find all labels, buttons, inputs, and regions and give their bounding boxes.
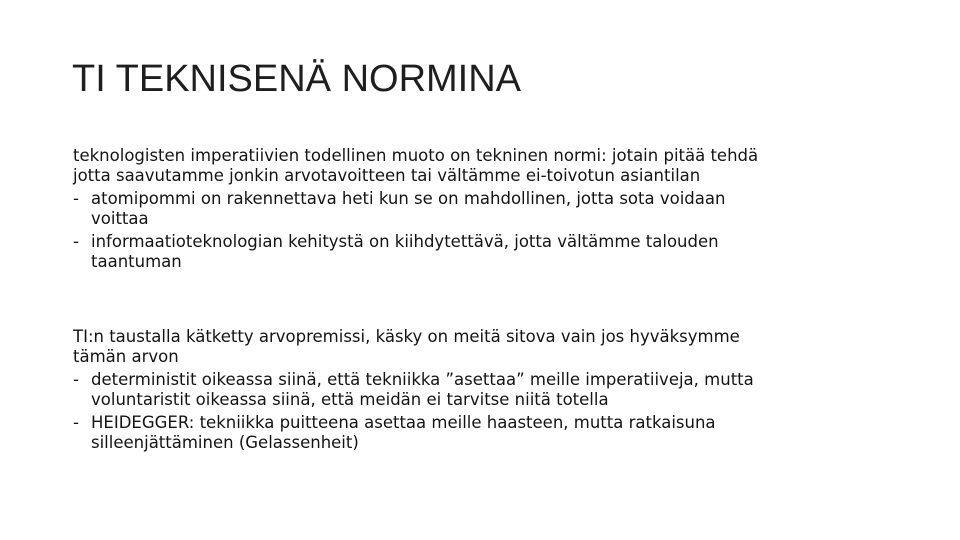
text-line: silleenjättäminen (Gelassenheit) (91, 433, 359, 452)
bullet-item (73, 370, 913, 410)
text-line: atomipommi on rakennettava heti kun se on mahdollinen, jotta sota voidaan (91, 189, 726, 208)
text-line: voittaa (91, 209, 149, 228)
slide-title: TI TEKNISENÄ NORMINA (72, 58, 522, 100)
bullet-dash: - (73, 232, 79, 251)
text-line: voluntaristit oikeassa siinä, että meidän ei tarvitse niitä totella (91, 390, 609, 409)
bullet-dash: - (73, 189, 79, 208)
text-line: jotta saavutamme jonkin arvotavoitteen tai vältämme ei-toivotun asiantilan (73, 166, 701, 185)
bullet-item (73, 189, 913, 229)
text-line: taantuman (91, 252, 182, 271)
bullet-dash: - (73, 370, 79, 389)
text-line: tämän arvon (73, 347, 179, 366)
paragraph-intro-1 (73, 146, 913, 186)
bullet-item (73, 413, 913, 453)
content-block-1 (73, 146, 913, 272)
text-line: TI:n taustalla kätketty arvopremissi, käsky on meitä sitova vain jos hyväksymme (73, 327, 740, 346)
text-line: HEIDEGGER: tekniikka puitteena asettaa meille haasteen, mutta ratkaisuna (91, 413, 716, 432)
text-line: informaatioteknologian kehitystä on kiihdytettävä, jotta vältämme talouden (91, 232, 719, 251)
content-block-2 (73, 327, 913, 453)
text-line: deterministit oikeassa siinä, että tekniikka ”asettaa” meille imperatiiveja, mutta (91, 370, 754, 389)
bullet-dash: - (73, 413, 79, 432)
text-line: teknologisten imperatiivien todellinen muoto on tekninen normi: jotain pitää tehdä (73, 146, 759, 165)
paragraph-intro-2 (73, 327, 913, 367)
bullet-item (73, 232, 913, 272)
